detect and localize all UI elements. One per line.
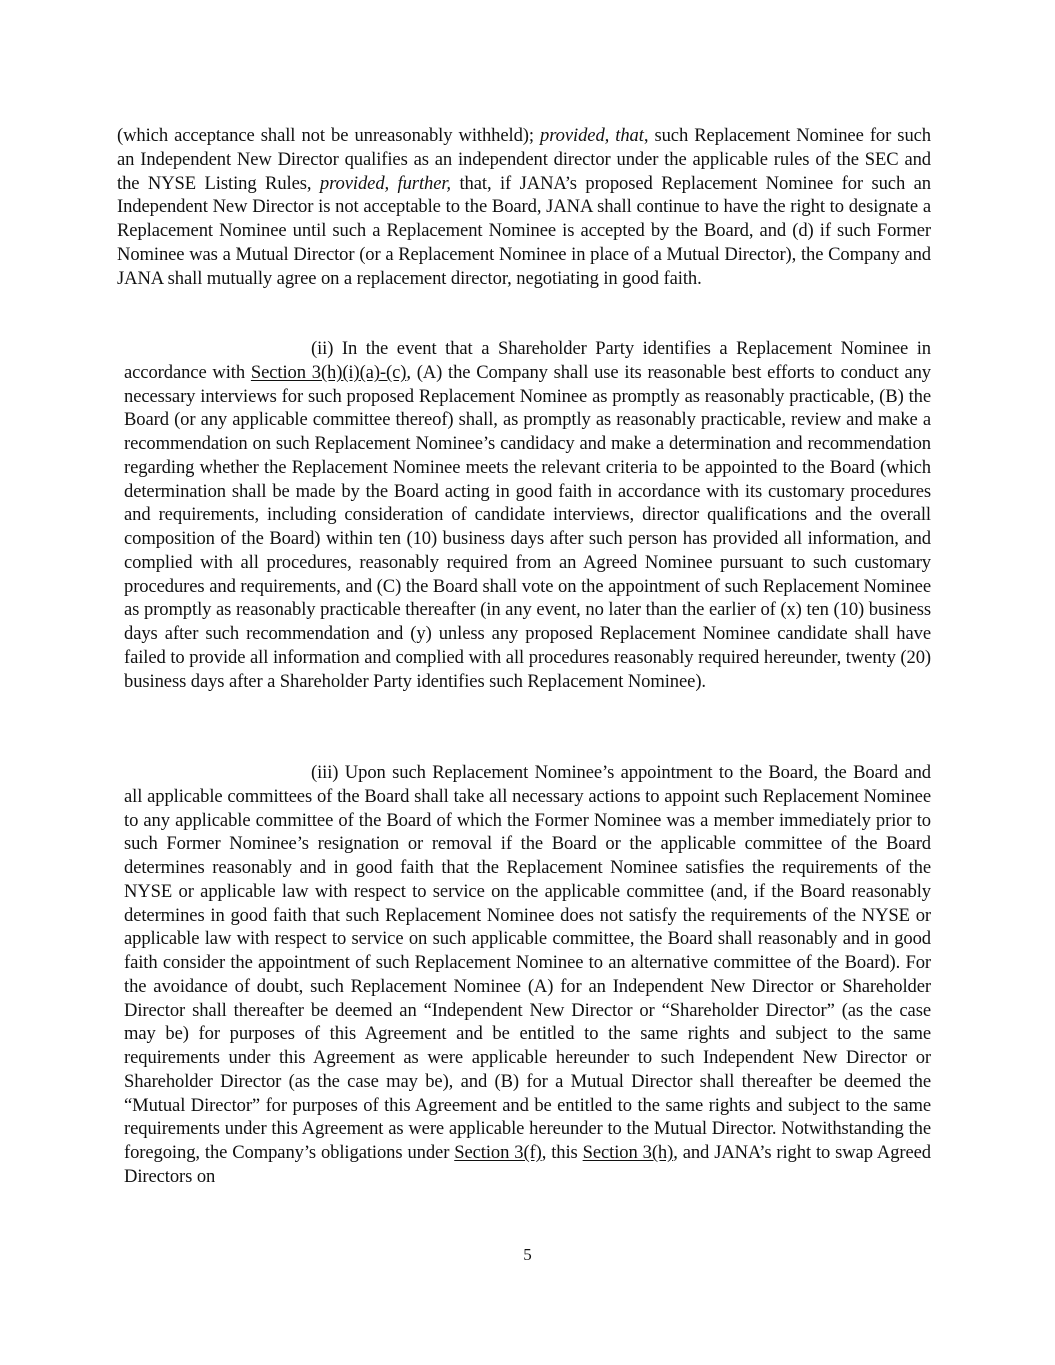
text-segment: , and JANA’s right to swap Agreed Directors on — [124, 1142, 931, 1187]
paragraph-iii — [124, 761, 931, 1189]
section-reference-3h: Section 3(h) — [582, 1142, 674, 1163]
text-segment: , such Replacement Nominee for such an Independent New Director qualifies as an independent director under the applicable rules of the SEC and the NYSE Listing Rules, — [117, 125, 931, 194]
paragraph-continuation — [117, 124, 931, 290]
text-segment: (ii) In the event that a Shareholder Party identifies a Replacement Nominee in accordance with — [124, 338, 931, 383]
page-number: 5 — [523, 1245, 532, 1264]
text-segment: that, if JANA’s proposed Replacement Nominee for such an Independent New Director is not acceptable to the Board, JANA shall continue to have the right to designate a Replacement Nominee until such a Replacement Nominee is accepted by the Board, and (d) if such Former Nominee was a Mutual Director (or a Replacement Nominee in place of a Mutual Director), the Company and JANA shall mutually agree on a replacement director, negotiating in good faith. — [117, 172, 931, 289]
italic-term-provided-further: provided, further, — [319, 172, 451, 194]
text-segment: , (A) the Company shall use its reasonable best efforts to conduct any necessary interviews for such proposed Replacement Nominee as promptly as reasonably practicable, (B) the Board (or any applicable committee thereof) shall, as promptly as reasonably practicable, review and make a recommendation on such Replacement Nominee’s candidacy and make a determination and recommendation regarding whether the Replacement Nominee meets the relevant criteria to be appointed to the Board (which determination shall be made by the Board acting in good faith in accordance with its customary procedures and requirements, including consideration of candidate interviews, director qualifications and the overall composition of the Board) within ten (10) business days after such person has provided all information, and complied with all procedures, reasonably required from an Agreed Nominee pursuant to such customary procedures and requirements, and (C) the Board shall vote on the appointment of such Replacement Nominee as promptly as reasonably practicable thereafter (in any event, no later than the earlier of (x) ten (10) business days after such recommendation and (y) unless any proposed Replacement Nominee candidate shall have failed to provide all information and complied with all procedures reasonably required hereunder, twenty (20) business days after a Shareholder Party identifies such Replacement Nominee). — [124, 361, 931, 692]
italic-term-provided-that: provided, that — [540, 125, 644, 146]
paragraph-ii — [124, 337, 931, 693]
text-segment: , this — [541, 1142, 583, 1163]
text-segment: (which acceptance shall not be unreasonably withheld); — [117, 125, 541, 146]
text-segment: (iii) Upon such Replacement Nominee’s appointment to the Board, the Board and all applicable committees of the Board shall take all necessary actions to appoint such Replacement Nominee to any applicable committee of the Board of which the Former Nominee was a member immediately prior to such Former Nominee’s resignation or removal if the Board or the applicable committee of the Board determines reasonably and in good faith that the Replacement Nominee satisfies the requirements of the NYSE or applicable law with respect to service on the applicable committee (and, if the Board reasonably determines in good faith that such Replacement Nominee does not satisfy the requirements of the NYSE or applicable law with respect to service on such applicable committee, the Board shall reasonably and in good faith consider the appointment of such Replacement Nominee to an alternative committee of the Board). For the avoidance of doubt, such Replacement Nominee (A) for an Independent New Director or Shareholder Director shall thereafter be deemed an “Independent New Director or “Shareholder Director” (as the case may be) for purposes of this Agreement and be entitled to the same rights and subject to the same requirements under this Agreement as were applicable hereunder to such Independent New Director or Shareholder Director (as the case may be), and (B) for a Mutual Director shall thereafter be deemed the “Mutual Director” for purposes of this Agreement and be entitled to the same rights and subject to the same requirements under this Agreement as were applicable hereunder to the Mutual Director. Notwithstanding the foregoing, the Company’s obligations under — [124, 762, 931, 1163]
section-reference-3h-i-a-c: Section 3(h)(i)(a)-(c) — [250, 361, 407, 383]
section-reference-3f: Section 3(f) — [454, 1142, 542, 1163]
